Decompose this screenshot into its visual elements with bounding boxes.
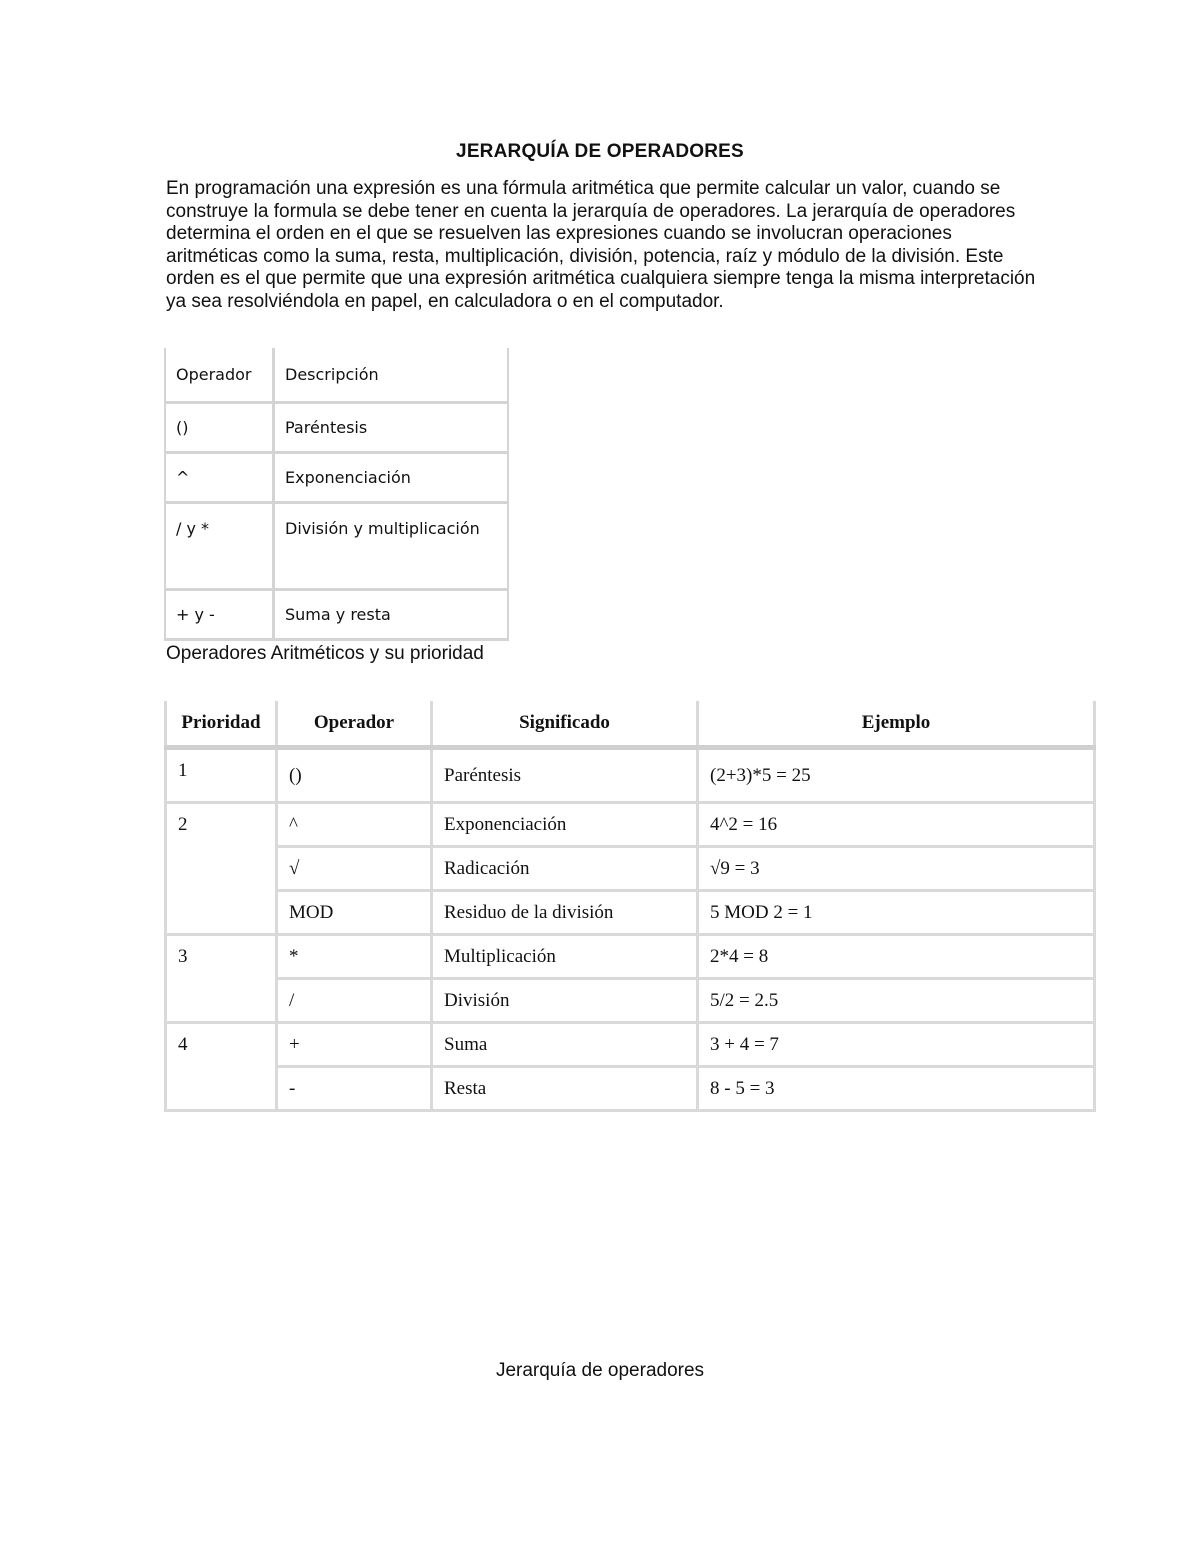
table-caption: Operadores Aritméticos y su prioridad [166, 643, 484, 664]
priority-cell: 1 [166, 748, 277, 803]
header-significado: Significado [432, 701, 698, 748]
header-descripcion: Descripción [274, 348, 509, 403]
table-row [166, 891, 1095, 935]
operator-cell: ^ [277, 803, 432, 847]
operator-cell: / y * [165, 503, 274, 590]
meaning-cell: Suma [432, 1023, 698, 1067]
operators-description-table [164, 348, 509, 641]
description-cell: Suma y resta [274, 590, 509, 640]
table-row [166, 1067, 1095, 1111]
operator-cell: * [277, 935, 432, 979]
table-row [165, 403, 508, 453]
table-row [166, 1023, 1095, 1067]
page-footer: Jerarquía de operadores [495, 1360, 705, 1381]
description-cell: Exponenciación [274, 453, 509, 503]
example-cell: 5/2 = 2.5 [698, 979, 1095, 1023]
header-operador: Operador [277, 701, 432, 748]
header-ejemplo: Ejemplo [698, 701, 1095, 748]
meaning-cell: División [432, 979, 698, 1023]
description-cell: Paréntesis [274, 403, 509, 453]
operator-cell: √ [277, 847, 432, 891]
meaning-cell: Multiplicación [432, 935, 698, 979]
description-cell: División y multiplicación [274, 503, 509, 590]
header-prioridad: Prioridad [166, 701, 277, 748]
table-row [165, 453, 508, 503]
intro-paragraph: En programación una expresión es una fórmula aritmética que permite calcular un valor, cuando se construye la formula se debe tener en cuenta la jerarquía de operadores. La jerarquía de operadores determina el orden en el que se resuelven las expresiones cuando se involucran operaciones aritméticas como la suma, resta, multiplicación, división, potencia, raíz y módulo de la división. Este orden es el que permite que una expresión aritmética cualquiera siempre tenga la misma interpretación ya sea resolviéndola en papel, en calculadora o en el computador. [166, 178, 1036, 312]
table-row [166, 803, 1095, 847]
operator-cell: ^ [165, 453, 274, 503]
meaning-cell: Radicación [432, 847, 698, 891]
table-row [165, 590, 508, 640]
table-row [166, 935, 1095, 979]
table-row [165, 503, 508, 590]
page-title: JERARQUÍA DE OPERADORES [456, 141, 744, 162]
meaning-cell: Residuo de la división [432, 891, 698, 935]
meaning-cell: Resta [432, 1067, 698, 1111]
table-row [166, 979, 1095, 1023]
operator-cell: / [277, 979, 432, 1023]
table-row [166, 847, 1095, 891]
example-cell: 2*4 = 8 [698, 935, 1095, 979]
meaning-cell: Paréntesis [432, 748, 698, 803]
example-cell: √9 = 3 [698, 847, 1095, 891]
operator-cell: + y - [165, 590, 274, 640]
example-cell: 8 - 5 = 3 [698, 1067, 1095, 1111]
example-cell: 5 MOD 2 = 1 [698, 891, 1095, 935]
example-cell: 4^2 = 16 [698, 803, 1095, 847]
operator-cell: + [277, 1023, 432, 1067]
operator-cell: - [277, 1067, 432, 1111]
priority-cell: 3 [166, 935, 277, 1023]
header-operador: Operador [165, 348, 274, 403]
operator-cell: () [277, 748, 432, 803]
priority-cell: 4 [166, 1023, 277, 1111]
table-header-row [165, 348, 508, 403]
table-row [166, 748, 1095, 803]
meaning-cell: Exponenciación [432, 803, 698, 847]
priority-cell: 2 [166, 803, 277, 935]
operator-priority-table [164, 701, 1096, 1112]
example-cell: 3 + 4 = 7 [698, 1023, 1095, 1067]
table-header-row [166, 701, 1095, 748]
operator-cell: () [165, 403, 274, 453]
operator-cell: MOD [277, 891, 432, 935]
example-cell: (2+3)*5 = 25 [698, 748, 1095, 803]
